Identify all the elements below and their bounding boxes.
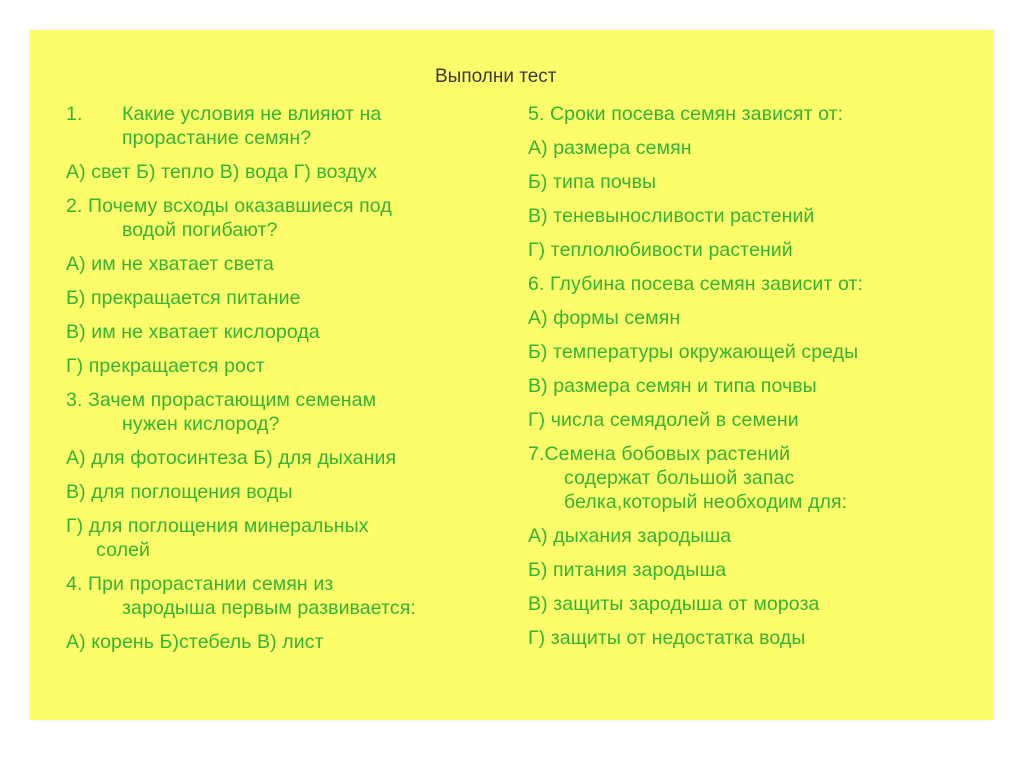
page-title: Выполни тест [435,66,557,87]
answer-option: Г) прекращается рост [66,355,265,377]
slide [30,30,994,720]
answer-option: Г) защиты от недостатка воды [528,627,806,649]
answer-option: А) свет Б) тепло В) вода Г) воздух [66,161,378,183]
answer-option: Б) температуры окружающей среды [528,341,859,363]
answer-option: Б) типа почвы [528,171,657,193]
answer-option: В) защиты зародыша от мороза [528,593,820,615]
question-1 [66,102,526,150]
question-text-cont: прорастание семян? [122,127,312,149]
answer-option: А) размера семян [528,137,692,159]
answer-option-text: Г) для поглощения минеральных [66,515,369,537]
answer-option: Б) прекращается питание [66,287,301,309]
answer-option: А) для фотосинтеза Б) для дыхания [66,447,397,469]
question-text-cont: зародыша первым развивается: [122,597,416,619]
answer-option: А) корень Б)стебель В) лист [66,631,324,653]
answer-option: Г) числа семядолей в семени [528,409,799,431]
question-text-cont: нужен кислород? [122,413,280,435]
question-text: Какие условия не влияют на [122,103,382,125]
answer-option: А) формы семян [528,307,681,329]
question-text: 3. Зачем прорастающим семенам [66,389,377,411]
question-5: 5. Сроки посева семян зависят от: [528,103,844,125]
question-text-cont: водой погибают? [122,219,278,241]
question-6: 6. Глубина посева семян зависит от: [528,273,864,295]
question-7 [528,442,968,514]
answer-option-cont: солей [96,539,151,561]
question-text-cont: содержат большой запас [564,467,795,489]
answer-option [66,514,526,562]
answer-option: В) теневыносливости растений [528,205,815,227]
question-3 [66,388,526,436]
right-column [528,102,968,660]
question-4 [66,572,526,620]
question-text-cont: белка,который необходим для: [564,491,848,513]
question-2 [66,194,526,242]
left-column [66,102,526,664]
answer-option: А) им не хватает света [66,253,274,275]
question-text: 4. При прорастании семян из [66,573,334,595]
question-number: 1. [66,103,83,125]
answer-option: Г) теплолюбивости растений [528,239,793,261]
question-text: 2. Почему всходы оказавшиеся под [66,195,392,217]
question-text: 7.Семена бобовых растений [528,443,791,465]
answer-option: А) дыхания зародыша [528,525,732,547]
answer-option: В) им не хватает кислорода [66,321,320,343]
answer-option: В) размера семян и типа почвы [528,375,817,397]
answer-option: В) для поглощения воды [66,481,293,503]
answer-option: Б) питания зародыша [528,559,727,581]
